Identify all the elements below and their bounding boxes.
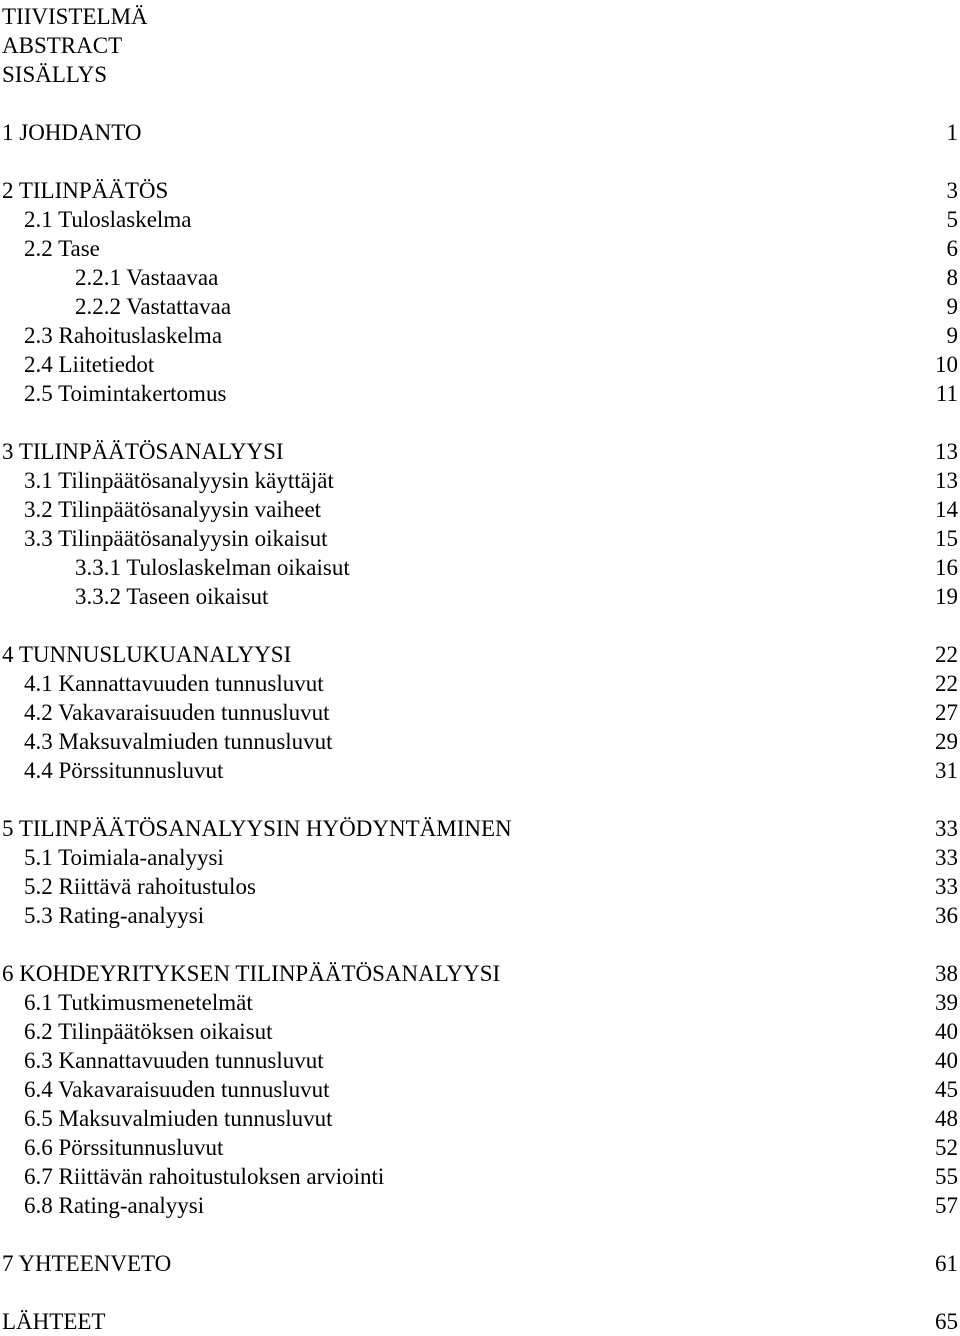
toc-entry-page-number: 19 <box>935 584 958 609</box>
toc-chapter[interactable] <box>0 640 960 669</box>
toc-section[interactable] <box>0 901 960 930</box>
toc-entry-title: 6.6 Pörssitunnusluvut <box>24 1135 224 1160</box>
toc-entry-page-number: 1 <box>946 120 958 145</box>
toc-section[interactable] <box>0 466 960 495</box>
toc-entry-title: 3.3.2 Taseen oikaisut <box>75 584 269 609</box>
toc-entry-title: 2 TILINPÄÄTÖS <box>2 178 169 203</box>
front-matter-title: ABSTRACT <box>2 33 123 58</box>
toc-section[interactable] <box>0 234 960 263</box>
toc-entry-title: 5.3 Rating-analyysi <box>24 903 205 928</box>
toc-section[interactable] <box>0 756 960 785</box>
toc-entry-title: 5 TILINPÄÄTÖSANALYYSIN HYÖDYNTÄMINEN <box>2 816 512 841</box>
toc-section[interactable] <box>0 872 960 901</box>
toc-entry-page-number: 8 <box>946 265 958 290</box>
toc-entry-title: 5.2 Riittävä rahoitustulos <box>24 874 256 899</box>
toc-entry-page-number: 61 <box>935 1251 958 1276</box>
toc-entry-page-number: 6 <box>946 236 958 261</box>
toc-section[interactable] <box>0 1162 960 1191</box>
toc-entry-title: 6.8 Rating-analyysi <box>24 1193 205 1218</box>
toc-entry-page-number: 52 <box>935 1135 958 1160</box>
toc-subsection[interactable] <box>0 553 960 582</box>
toc-entry-page-number: 40 <box>935 1048 958 1073</box>
toc-entry-page-number: 29 <box>935 729 958 754</box>
toc-entry-page-number: 45 <box>935 1077 958 1102</box>
toc-entry-page-number: 13 <box>935 468 958 493</box>
toc-chapter[interactable] <box>0 1307 960 1336</box>
toc-section[interactable] <box>0 1075 960 1104</box>
toc-entry-page-number: 3 <box>946 178 958 203</box>
toc-entry-title: 6.2 Tilinpäätöksen oikaisut <box>24 1019 273 1044</box>
toc-entry-title: 6.4 Vakavaraisuuden tunnusluvut <box>24 1077 330 1102</box>
toc-entry-page-number: 36 <box>935 903 958 928</box>
toc-entry-page-number: 10 <box>935 352 958 377</box>
toc-section[interactable] <box>0 379 960 408</box>
toc-entry-title: 3.1 Tilinpäätösanalyysin käyttäjät <box>24 468 334 493</box>
toc-entry-title: 6.5 Maksuvalmiuden tunnusluvut <box>24 1106 333 1131</box>
front-matter-title: SISÄLLYS <box>2 62 108 87</box>
front-matter-heading <box>0 31 960 60</box>
toc-entry-title: 4.2 Vakavaraisuuden tunnusluvut <box>24 700 330 725</box>
toc-entry-title: 2.1 Tuloslaskelma <box>24 207 192 232</box>
front-matter-heading <box>0 2 960 31</box>
toc-section[interactable] <box>0 698 960 727</box>
toc-section[interactable] <box>0 1046 960 1075</box>
toc-entry-title: 6 KOHDEYRITYKSEN TILINPÄÄTÖSANALYYSI <box>2 961 501 986</box>
toc-entry-title: 4.4 Pörssitunnusluvut <box>24 758 224 783</box>
toc-entry-title: 7 YHTEENVETO <box>2 1251 172 1276</box>
toc-section[interactable] <box>0 495 960 524</box>
toc-subsection[interactable] <box>0 263 960 292</box>
toc-entry-page-number: 57 <box>935 1193 958 1218</box>
toc-entry-page-number: 55 <box>935 1164 958 1189</box>
toc-entry-title: 1 JOHDANTO <box>2 120 142 145</box>
toc-entry-page-number: 22 <box>935 671 958 696</box>
toc-section[interactable] <box>0 1104 960 1133</box>
toc-entry-page-number: 33 <box>935 845 958 870</box>
toc-entry-page-number: 15 <box>935 526 958 551</box>
toc-entry-page-number: 14 <box>935 497 958 522</box>
toc-entry-title: 3 TILINPÄÄTÖSANALYYSI <box>2 439 284 464</box>
toc-entry-title: 2.4 Liitetiedot <box>24 352 155 377</box>
toc-entry-page-number: 5 <box>946 207 958 232</box>
toc-entry-title: 6.1 Tutkimusmenetelmät <box>24 990 253 1015</box>
toc-section[interactable] <box>0 205 960 234</box>
toc-entry-title: 2.3 Rahoituslaskelma <box>24 323 223 348</box>
toc-entry-title: 4 TUNNUSLUKUANALYYSI <box>2 642 292 667</box>
toc-entry-page-number: 16 <box>935 555 958 580</box>
toc-subsection[interactable] <box>0 582 960 611</box>
toc-entry-page-number: 9 <box>946 294 958 319</box>
toc-chapter[interactable] <box>0 437 960 466</box>
toc-section[interactable] <box>0 1133 960 1162</box>
toc-section[interactable] <box>0 524 960 553</box>
toc-entry-title: 3.3 Tilinpäätösanalyysin oikaisut <box>24 526 328 551</box>
toc-entry-title: 3.3.1 Tuloslaskelman oikaisut <box>75 555 350 580</box>
toc-entry-title: 5.1 Toimiala-analyysi <box>24 845 224 870</box>
toc-entry-page-number: 39 <box>935 990 958 1015</box>
toc-entry-page-number: 48 <box>935 1106 958 1131</box>
toc-section[interactable] <box>0 669 960 698</box>
toc-entry-page-number: 40 <box>935 1019 958 1044</box>
toc-entry-page-number: 38 <box>935 961 958 986</box>
toc-section[interactable] <box>0 350 960 379</box>
toc-chapter[interactable] <box>0 176 960 205</box>
toc-subsection[interactable] <box>0 292 960 321</box>
toc-entry-title: 4.3 Maksuvalmiuden tunnusluvut <box>24 729 333 754</box>
toc-entry-page-number: 33 <box>935 874 958 899</box>
toc-chapter[interactable] <box>0 959 960 988</box>
toc-entry-title: 6.3 Kannattavuuden tunnusluvut <box>24 1048 324 1073</box>
toc-entry-page-number: 65 <box>935 1309 958 1334</box>
toc-entry-page-number: 22 <box>935 642 958 667</box>
toc-entry-page-number: 11 <box>935 381 958 406</box>
toc-section[interactable] <box>0 843 960 872</box>
toc-section[interactable] <box>0 1191 960 1220</box>
front-matter-heading <box>0 60 960 89</box>
toc-section[interactable] <box>0 1017 960 1046</box>
toc-entry-title: 3.2 Tilinpäätösanalyysin vaiheet <box>24 497 322 522</box>
toc-entry-title: 2.5 Toimintakertomus <box>24 381 227 406</box>
toc-chapter[interactable] <box>0 814 960 843</box>
toc-entry-title: 4.1 Kannattavuuden tunnusluvut <box>24 671 324 696</box>
toc-entry-page-number: 33 <box>935 816 958 841</box>
toc-entry-title: LÄHTEET <box>2 1309 106 1334</box>
toc-entry-page-number: 13 <box>935 439 958 464</box>
toc-entry-title: 2.2.2 Vastattavaa <box>75 294 232 319</box>
toc-entry-page-number: 27 <box>935 700 958 725</box>
toc-entry-title: 2.2 Tase <box>24 236 100 261</box>
toc-entry-title: 2.2.1 Vastaavaa <box>75 265 219 290</box>
toc-entry-title: 6.7 Riittävän rahoitustuloksen arviointi <box>24 1164 385 1189</box>
front-matter-title: TIIVISTELMÄ <box>2 4 148 29</box>
toc-entry-page-number: 31 <box>935 758 958 783</box>
toc-section[interactable] <box>0 727 960 756</box>
toc-chapter[interactable] <box>0 118 960 147</box>
toc-entry-page-number: 9 <box>946 323 958 348</box>
toc-chapter[interactable] <box>0 1249 960 1278</box>
toc-section[interactable] <box>0 321 960 350</box>
toc-section[interactable] <box>0 988 960 1017</box>
